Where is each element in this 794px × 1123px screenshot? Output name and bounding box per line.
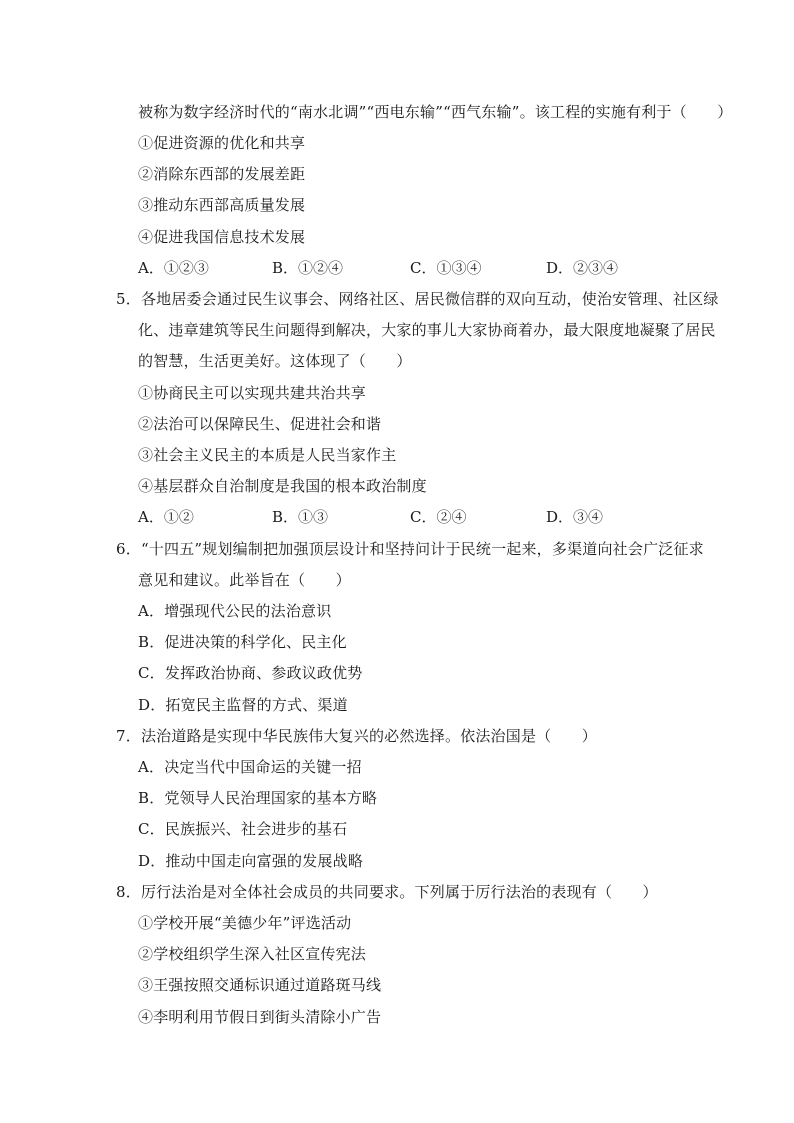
q8-item-2: ②学校组织学生深入社区宣传宪法 bbox=[138, 945, 367, 963]
q5-choice-a: A．①② bbox=[138, 508, 194, 526]
q6-option-d: D．拓宽民主监督的方式、渠道 bbox=[138, 696, 348, 714]
q4-choice-b: B．①②④ bbox=[272, 259, 344, 277]
q7-option-a: A．决定当代中国命运的关键一招 bbox=[138, 758, 362, 776]
q6-option-a: A．增强现代公民的法治意识 bbox=[138, 602, 332, 620]
q4-item-2: ②消除东西部的发展差距 bbox=[138, 165, 306, 183]
q8-stem: 8．厉行法治是对全体社会成员的共同要求。下列属于厉行法治的表现有（ ） bbox=[116, 883, 658, 901]
q4-choice-d: D．②③④ bbox=[546, 259, 619, 277]
q5-stem-line-1: 5．各地居委会通过民生议事会、网络社区、居民微信群的双向互动，使治安管理、社区绿 bbox=[116, 290, 719, 308]
q5-choice-c: C．②④ bbox=[410, 508, 467, 526]
q8-item-4: ④李明利用节假日到街头清除小广告 bbox=[138, 1008, 382, 1026]
q6-stem-line-2: 意见和建议。此举旨在（ ） bbox=[138, 571, 351, 589]
q5-item-3: ③社会主义民主的本质是人民当家作主 bbox=[138, 446, 397, 464]
q4-choice-a: A．①②③ bbox=[138, 259, 209, 277]
q5-stem-line-3: 的智慧，生活更美好。这体现了（ ） bbox=[138, 352, 412, 370]
q4-item-3: ③推动东西部高质量发展 bbox=[138, 196, 306, 214]
q8-item-3: ③王强按照交通标识通过道路斑马线 bbox=[138, 976, 382, 994]
q7-option-d: D．推动中国走向富强的发展战略 bbox=[138, 852, 364, 870]
q6-option-c: C．发挥政治协商、参政议政优势 bbox=[138, 664, 363, 682]
q7-option-b: B．党领导人民治理国家的基本方略 bbox=[138, 789, 378, 807]
q5-stem-line-2: 化、违章建筑等民生问题得到解决，大家的事儿大家协商着办，最大限度地凝聚了居民 bbox=[138, 321, 716, 339]
q5-choice-d: D．③④ bbox=[546, 508, 604, 526]
q4-stem: 被称为数字经济时代的“南水北调”“西电东输”“西气东输”。该工程的实施有利于（ ） bbox=[138, 103, 733, 121]
q4-choice-c: C．①③④ bbox=[410, 259, 482, 277]
q5-item-4: ④基层群众自治制度是我国的根本政治制度 bbox=[138, 477, 427, 495]
q5-choice-b: B．①③ bbox=[272, 508, 329, 526]
q6-stem-line-1: 6．“十四五”规划编制把加强顶层设计和坚持问计于民统一起来，多渠道向社会广泛征求 bbox=[116, 540, 704, 558]
q5-item-2: ②法治可以保障民生、促进社会和谐 bbox=[138, 415, 382, 433]
q7-stem: 7．法治道路是实现中华民族伟大复兴的必然选择。依法治国是（ ） bbox=[116, 727, 597, 745]
q6-option-b: B．促进决策的科学化、民主化 bbox=[138, 633, 347, 651]
q5-item-1: ①协商民主可以实现共建共治共享 bbox=[138, 384, 367, 402]
q7-option-c: C．民族振兴、社会进步的基石 bbox=[138, 820, 348, 838]
q4-item-1: ①促进资源的优化和共享 bbox=[138, 134, 306, 152]
q4-item-4: ④促进我国信息技术发展 bbox=[138, 228, 306, 246]
q8-item-1: ①学校开展“美德少年”评选活动 bbox=[138, 914, 352, 932]
